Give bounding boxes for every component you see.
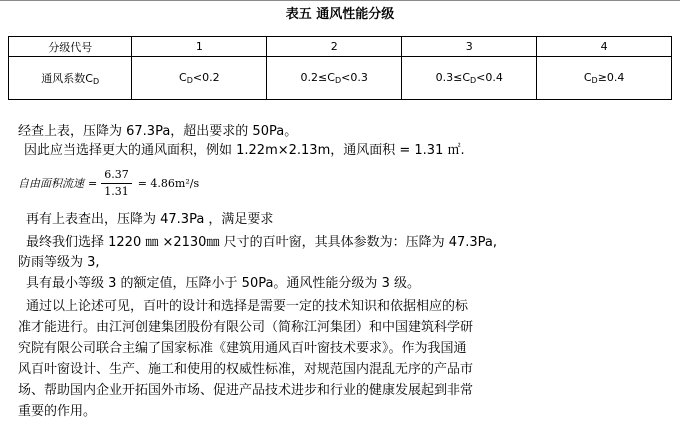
ventilation-grade-table: [8, 36, 672, 100]
formula-numerator: 6.37: [101, 168, 132, 184]
paragraph-conclusion-line-2: 准才能进行。由江河创建集团股份有限公司（简称江河集团）和中国建筑科学研: [18, 320, 474, 335]
top-rule: [0, 0, 680, 1]
range-cell-1: [132, 57, 267, 100]
range-symbol: C: [583, 71, 592, 84]
range-cell-4: [537, 57, 672, 100]
range-suffix: <0.4: [476, 71, 503, 84]
paragraph-recheck: 再有上表查出，压降为 47.3Pa ，满足要求: [26, 212, 274, 227]
range-suffix: <0.3: [341, 71, 368, 84]
formula-label: 自由面积流速: [18, 177, 84, 190]
free-area-velocity-formula: [18, 163, 199, 203]
range-cell-2: [267, 57, 402, 100]
range-suffix: <0.2: [192, 71, 220, 84]
range-subscript: D: [470, 76, 477, 85]
paragraph-larger-area: 因此应当选择更大的通风面积，例如 1.22m×2.13m，通风面积 = 1.31 ㎡.: [24, 143, 465, 158]
range-prefix: 0.3≤: [435, 71, 463, 84]
table-title: 表五 通风性能分级: [285, 7, 395, 22]
paragraph-conclusion-line-3: 究院有限公司联合主编了国家标准《建筑用通风百叶窗技术要求》。作为我国通: [18, 341, 467, 356]
paragraph-pressure-check: 经查上表，压降为 67.3Pa，超出要求的 50Pa。: [18, 124, 298, 139]
paragraph-conclusion-line-5: 场、帮助国内企业开拓国外市场、促进产品技术进步和行业的健康发展起到非常: [18, 383, 474, 398]
grade-cell-2: 2: [267, 37, 402, 57]
table-header-row: [9, 37, 672, 57]
paragraph-conclusion-line-4: 风百叶窗设计、生产、施工和使用的权威性标准，对规范国内混乱无序的产品市: [18, 362, 474, 377]
header-label-cell: 分级代号: [9, 37, 132, 57]
paragraph-conclusion-line-6: 重要的作用。: [18, 404, 97, 419]
range-subscript: D: [186, 76, 193, 85]
paragraph-rating: 具有最小等级 3 的额定值，压降小于 50Pa。通风性能分级为 3 级。: [26, 276, 420, 291]
range-symbol: C: [179, 71, 187, 84]
table-value-row: [9, 57, 672, 100]
range-symbol: C: [462, 71, 470, 84]
formula-result: = 4.86m²/s: [137, 176, 200, 190]
grade-cell-3: 3: [402, 37, 537, 57]
formula-equals: =: [88, 176, 98, 190]
row-label-subscript: D: [92, 77, 100, 86]
row-label-symbol: C: [85, 72, 93, 85]
paragraph-conclusion-line-1: 通过以上论述可见，百叶的设计和选择是需要一定的技术知识和依据相应的标: [26, 299, 469, 314]
row-label-cell: [9, 57, 132, 100]
grade-cell-1: 1: [132, 37, 267, 57]
range-subscript: D: [334, 76, 342, 85]
formula-fraction: [101, 168, 132, 199]
range-subscript: D: [591, 76, 598, 85]
row-label-text: 通风系数: [41, 72, 86, 85]
paragraph-rain-grade: 防雨等级为 3,: [18, 255, 100, 270]
range-cell-3: [402, 57, 537, 100]
formula-denominator: 1.31: [104, 184, 129, 198]
range-prefix: 0.2≤: [300, 71, 328, 84]
paragraph-final-choice: 最终我们选择 1220 ㎜ ×2130㎜ 尺寸的百叶窗，其具体参数为：压降为 47.3Pa,: [26, 235, 498, 250]
range-symbol: C: [327, 71, 335, 84]
range-suffix: ≥0.4: [597, 71, 625, 84]
grade-cell-4: 4: [537, 37, 672, 57]
